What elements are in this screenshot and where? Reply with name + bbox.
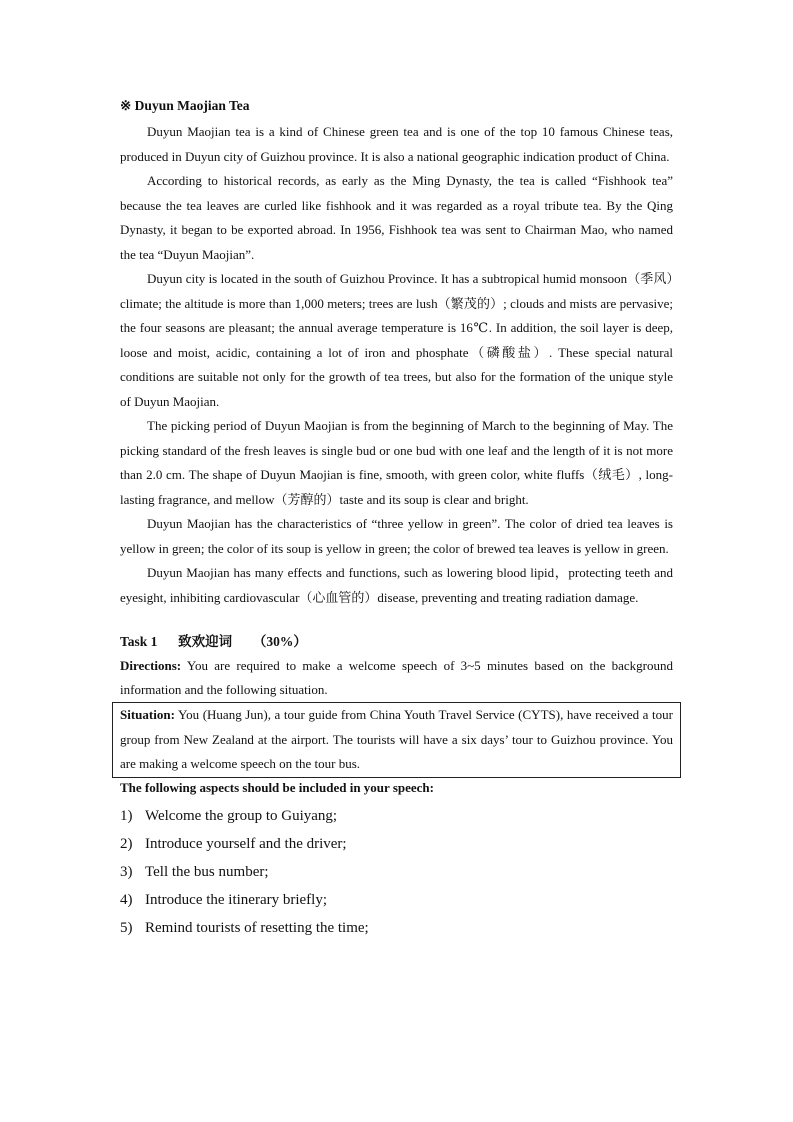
task-title [120, 630, 673, 654]
task-title-cn: 致欢迎词 [178, 634, 233, 649]
list-item-text: Welcome the group to Guiyang; [145, 807, 338, 824]
paragraph-climate: Duyun city is located in the south of Guizhou Province. It has a subtropical humid monsoon（季风）climate; the altitude is more than 1,000 meters; trees are lush（繁茂的）; clouds and mists are pervasive; the four seasons are pleasant; the annual average temperature is 16℃. In addition, the soil layer is deep, loose and moist, acidic, containing a lot of iron and phosphate（磷酸盐）. These special natural conditions are suitable not only for the growth of tea trees, but also for the formation of the unique style of Duyun Maojian. [120, 271, 673, 409]
list-item-number: 1) [120, 807, 133, 824]
list-item-text: Tell the bus number; [145, 863, 269, 880]
list-item [120, 858, 673, 886]
list-item [120, 886, 673, 914]
list-item [120, 914, 673, 942]
list-item-text: Remind tourists of resetting the time; [145, 919, 369, 936]
list-item-number: 5) [120, 919, 133, 936]
list-item-text: Introduce yourself and the driver; [145, 835, 347, 852]
list-item-number: 4) [120, 891, 133, 908]
situation-text: You (Huang Jun), a tour guide from China Youth Travel Service (CYTS), have received a tour group from New Zealand at the airport. The tourists will have a six days’ tour to Guizhou province. You are making a welcome speech on the tour bus. [120, 707, 673, 771]
situation-box [112, 702, 681, 778]
list-item-number: 2) [120, 835, 133, 852]
paragraph-characteristics: Duyun Maojian has the characteristics of “three yellow in green”. The color of dried tea leaves is yellow in green; the color of its soup is yellow in green; the color of brewed tea leaves is yellow in green. [120, 516, 673, 556]
situation-label: Situation: [120, 707, 175, 722]
task-weight: （30%） [252, 634, 307, 649]
directions-text: You are required to make a welcome speech of 3~5 minutes based on the background information and the following situation. [120, 658, 673, 697]
list-item [120, 802, 673, 830]
paragraph-picking: The picking period of Duyun Maojian is from the beginning of March to the beginning of May. The picking standard of the fresh leaves is single bud or one bud with one leaf and the length of it is not more than 2.0 cm. The shape of Duyun Maojian is fine, smooth, with green color, white fluffs（绒毛）, long-lasting fragrance, and mellow（芳醇的）taste and its soup is clear and bright. [120, 418, 673, 507]
section-spacer [120, 610, 673, 630]
aspects-heading: The following aspects should be included in your speech: [120, 779, 434, 795]
situation [120, 703, 673, 777]
document-page [120, 96, 673, 942]
task-label: Task 1 [120, 634, 158, 649]
list-item-text: Introduce the itinerary briefly; [145, 891, 328, 908]
section-heading: ※ Duyun Maojian Tea [120, 98, 250, 113]
directions [120, 654, 673, 702]
list-item [120, 830, 673, 858]
paragraph-effects: Duyun Maojian has many effects and functions, such as lowering blood lipid，protecting teeth and eyesight, inhibiting cardiovascular（心血管的）disease, preventing and treating radiation damage. [120, 565, 673, 605]
paragraph-intro: Duyun Maojian tea is a kind of Chinese green tea and is one of the top 10 famous Chinese teas, produced in Duyun city of Guizhou province. It is also a national geographic indication product of China. [120, 124, 673, 164]
list-item-number: 3) [120, 863, 133, 880]
paragraph-history: According to historical records, as early as the Ming Dynasty, the tea is called “Fishhook tea” because the tea leaves are curled like fishhook and it was regarded as a royal tribute tea. By the Qing Dynasty, it began to be exported abroad. In 1956, Fishhook tea was sent to Chairman Mao, who named the tea “Duyun Maojian”. [120, 173, 673, 262]
aspects-list [120, 802, 673, 942]
directions-label: Directions: [120, 658, 182, 673]
